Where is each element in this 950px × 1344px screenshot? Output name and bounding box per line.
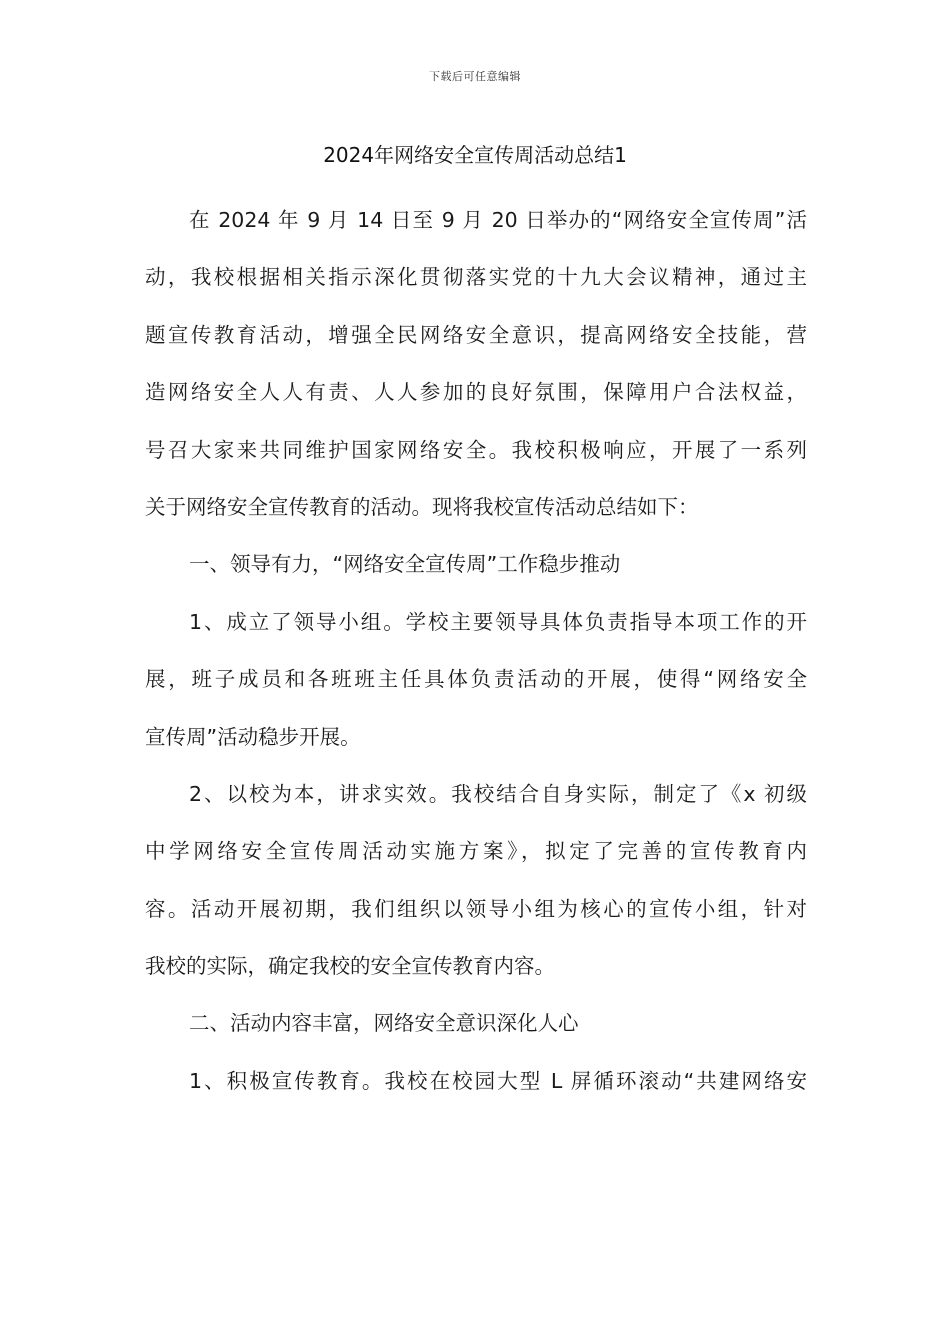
document-body — [145, 198, 807, 1116]
paragraph-line: 1、成立了领导小组。学校主要领导具体负责指导本项工作的开 — [189, 609, 807, 634]
paragraph-line: 中学网络安全宣传周活动实施方案》，拟定了完善的宣传教育内 — [145, 839, 807, 864]
paragraph-line: 2、以校为本，讲求实效。我校结合自身实际，制定了《x 初级 — [189, 781, 807, 806]
paragraph-line: 展，班子成员和各班班主任具体负责活动的开展，使得“网络安全 — [145, 667, 807, 692]
header-note: 下载后可任意编辑 — [429, 70, 521, 83]
paragraph-line: 容。活动开展初期，我们组织以领导小组为核心的宣传小组，针对 — [145, 896, 807, 921]
paragraph-line: 1、积极宣传教育。我校在校园大型 L 屏循环滚动“共建网络安 — [189, 1068, 807, 1093]
paragraph-line: 关于网络安全宣传教育的活动。现将我校宣传活动总结如下： — [145, 494, 699, 519]
paragraph-line: 在 2024 年 9 月 14 日至 9 月 20 日举办的“网络安全宣传周”活 — [189, 208, 807, 232]
paragraph-line: 号召大家来共同维护国家网络安全。我校积极响应，开展了一系列 — [145, 437, 807, 462]
document-title: 2024年网络安全宣传周活动总结1 — [323, 143, 627, 167]
section-heading: 一、领导有力，“网络安全宣传周”工作稳步推动 — [189, 552, 621, 577]
paragraph-line: 题宣传教育活动，增强全民网络安全意识，提高网络安全技能，营 — [145, 322, 807, 347]
paragraph-line: 我校的实际，确定我校的安全宣传教育内容。 — [145, 954, 555, 979]
paragraph-line: 宣传周”活动稳步开展。 — [145, 724, 361, 749]
section-heading: 二、活动内容丰富，网络安全意识深化人心 — [189, 1011, 579, 1036]
paragraph-line: 造网络安全人人有责、人人参加的良好氛围，保障用户合法权益， — [145, 380, 807, 405]
paragraph-line: 动，我校根据相关指示深化贯彻落实党的十九大会议精神，通过主 — [145, 265, 807, 290]
